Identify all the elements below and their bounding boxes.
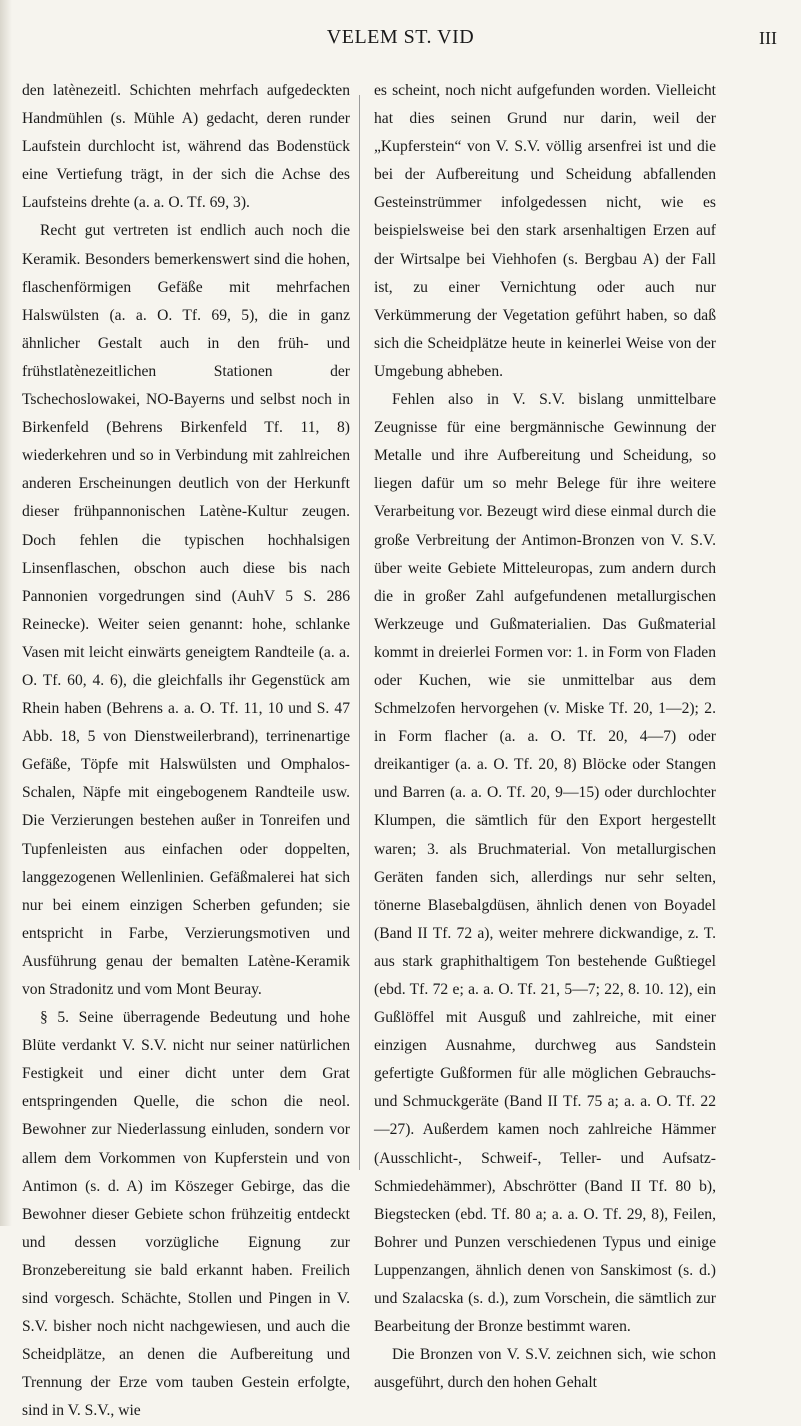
running-title: VELEM ST. VID: [326, 26, 475, 48]
paragraph: Recht gut vertreten ist endlich auch noch die Keramik. Besonders bemerkenswert sind die hohen, flaschenförmigen Gefäße mit mehrfachen Halswülsten (a. a. O. Tf. 69, 5), die in ganz ähnlicher Gestalt auch in den früh- und frühstlatènezeitlichen Stationen der Tschechoslowakei, NO-Bayerns und selbst noch in Birkenfeld (Behrens Birkenfeld Tf. 11, 8) wiederkehren und so in Verbindung mit zahlreichen anderen Erscheinungen deutlich von der Herkunft dieser frühpannonischen Latène-Kultur zeugen. Doch fehlen die typischen hochhalsigen Linsenflaschen, obschon auch diese bis nach Pannonien vorgedrungen sind (AuhV 5 S. 286 Reinecke). Weiter seien genannt: hohe, schlanke Vasen mit leicht einwärts geneigtem Randteile (a. a. O. Tf. 60, 4. 6), die gleichfalls ihr Gegenstück am Rhein haben (Behrens a. a. O. Tf. 11, 10 und S. 47 Abb. 18, 5 von Dienstweilerbrand), terrinenartige Gefäße, Töpfe mit Halswülsten und Omphalos-Schalen, Näpfe mit eingebogenem Randteile usw. Die Verzierungen bestehen außer in Tonreifen und Tupfenleisten aus einfachen oder doppelten, langgezogenen Wellenlinien. Gefäßmalerei hat sich nur bei einem einzigen Scherben gefunden; sie entspricht in Farbe, Verzierungsmotiven und Ausführung genau der bemalten Latène-Keramik von Stradonitz und vom Mont Beuray.: [22, 222, 350, 998]
paragraph: Die Bronzen von V. S.V. zeichnen sich, wie schon ausgeführt, durch den hohen Gehalt: [374, 1346, 716, 1392]
right-column: [374, 77, 716, 1397]
column-divider: [359, 95, 360, 1170]
paragraph: den latènezeitl. Schichten mehrfach aufgedeckten Handmühlen (s. Mühle A) gedacht, deren runder Laufstein durchlocht ist, während das Bodenstück eine Vertiefung trägt, in der sich die Achse des Laufsteins drehte (a. a. O. Tf. 69, 3).: [22, 82, 350, 212]
left-column: [22, 77, 350, 1426]
page-header: [0, 26, 801, 56]
paragraph: Fehlen also in V. S.V. bislang unmittelbare Zeugnisse für eine bergmännische Gewinnung der Metalle und ihre Aufbereitung und Scheidung, so liegen dafür um so mehr Belege für ihre weitere Verarbeitung vor. Bezeugt wird diese einmal durch die große Verbreitung der Antimon-Bronzen von V. S.V. über weite Gebiete Mitteleuropas, zum andern durch die in großer Zahl aufgefundenen metallurgischen Werkzeuge und Gußmaterialien. Das Gußmaterial kommt in dreierlei Formen vor: 1. in Form von Fladen oder Kuchen, wie sie unmittelbar aus dem Schmelzofen hervorgehen (v. Miske Tf. 20, 1—2); 2. in Form flacher (a. a. O. Tf. 20, 4—7) oder dreikantiger (a. a. O. Tf. 20, 8) Blöcke oder Stangen und Barren (a. a. O. Tf. 20, 9—15) oder durchlochter Klumpen, die sämtlich für den Export hergestellt waren; 3. als Bruchmaterial. Von metallurgischen Geräten fanden sich, allerdings nur sehr selten, tönerne Blasebalgdüsen, ähnlich denen von Boyadel (Band II Tf. 72 a), weiter mehrere dickwandige, z. T. aus stark graphithaltigem Ton bestehende Gußtiegel (ebd. Tf. 72 e; a. a. O. Tf. 21, 5—7; 22, 8. 10. 12), ein Gußlöffel mit Ausguß und zahlreiche, mit einer einzigen Ausnahme, durchweg aus Sandstein gefertigte Gußformen für alle möglichen Gebrauchs- und Schmuckgeräte (Band II Tf. 75 a; a. a. O. Tf. 22—27). Außerdem kamen noch zahlreiche Hämmer (Ausschlicht-, Schweif-, Teller- und Aufsatz-Schmiedehämmer), Abschrötter (Band II Tf. 80 b), Biegstecken (ebd. Tf. 80 a; a. a. O. Tf. 29, 8), Feilen, Bohrer und Punzen verschiedenen Typus und einige Luppenzangen, ähnlich denen von Sanskimost (s. d.) und Szalacska (s. d.), zum Vorschein, die sämtlich zur Bearbeitung der Bronze bestimmt waren.: [374, 391, 716, 1336]
page-number: III: [759, 28, 777, 48]
paragraph: § 5. Seine überragende Bedeutung und hohe Blüte verdankt V. S.V. nicht nur seiner natürlichen Festigkeit und einer dicht unter dem Grat entspringenden Quelle, die schon die neol. Bewohner zur Niederlassung einluden, sondern vor allem dem Vorkommen von Kupferstein und von Antimon (s. d. A) im Köszeger Gebirge, das die Bewohner dieser Gebiete schon frühzeitig entdeckt und dessen vorzügliche Eignung zur Bronzebereitung sie bald erkannt haben. Freilich sind vorgesch. Schächte, Stollen und Pingen in V. S.V. bisher noch nicht nachgewiesen, und auch die Scheidplätze, an denen die Aufbereitung und Trennung der Erze vom tauben Gestein erfolgte, sind in V. S.V., wie: [22, 1009, 350, 1420]
paragraph: es scheint, noch nicht aufgefunden worden. Vielleicht hat dies seinen Grund nur darin, weil der „Kupferstein“ von V. S.V. völlig arsenfrei ist und die bei der Aufbereitung und Scheidung abfallenden Gesteinstrümmer infolgedessen nicht, wie es beispielsweise bei den stark arsenhaltigen Erzen auf der Wirtsalpe bei Viehhofen (s. Bergbau A) der Fall ist, zu einer Vernichtung oder auch nur Verkümmerung der Vegetation geführt haben, so daß sich die Scheidplätze heute in keinerlei Weise von der Umgebung abheben.: [374, 82, 716, 380]
page-edge-shadow: [0, 0, 12, 1226]
